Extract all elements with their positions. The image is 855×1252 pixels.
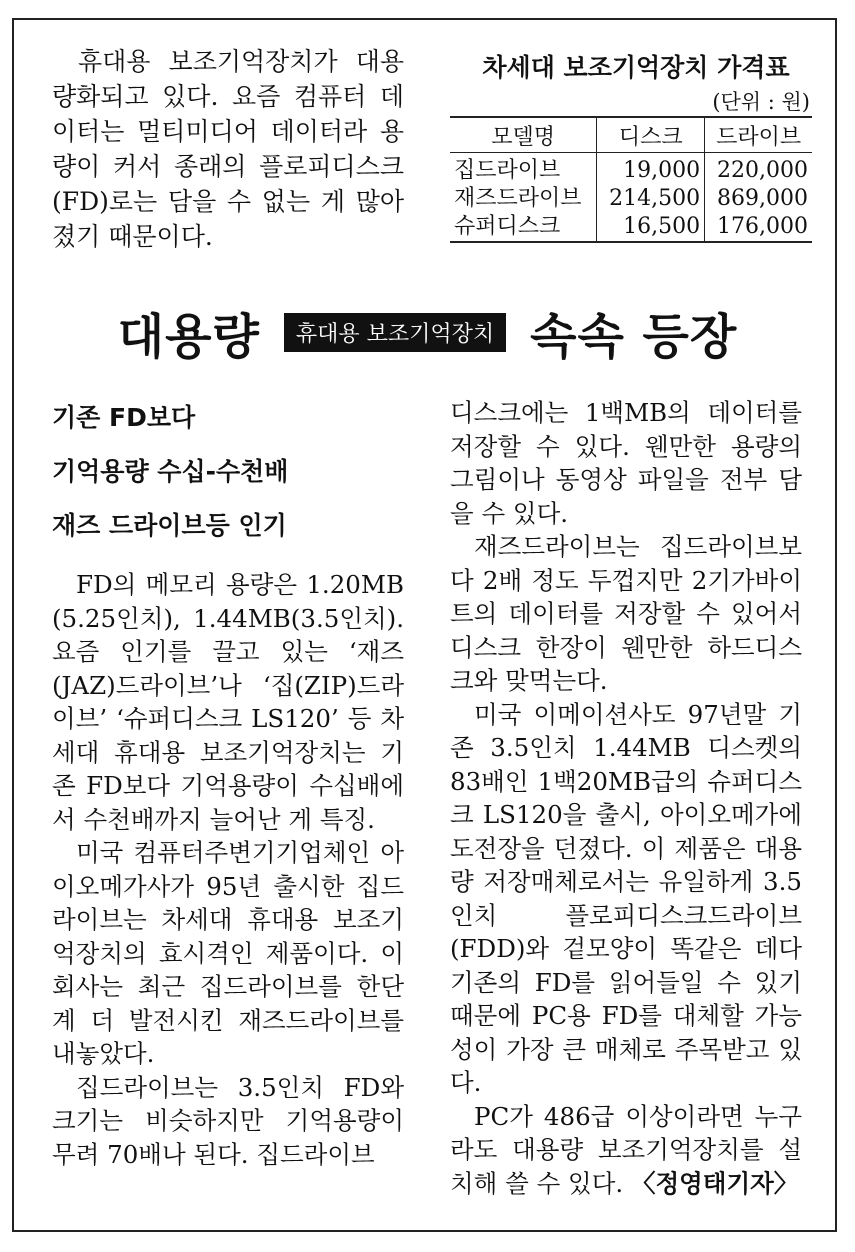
intro-text: 휴대용 보조기억장치가 대용량화되고 있다. 요즘 컴퓨터 데이터는 멀티미디어 데이터라 용량이 커서 종래의 플로피디스크(FD)로는 담을 수 없는 게 많아졌기 때문이다. xyxy=(52,47,404,251)
cell-drive-price: 869,000 xyxy=(705,185,812,213)
closing-text: PC가 486급 이상이라면 누구라도 대용량 보조기억장치를 설치해 쓸 수 있다. xyxy=(450,1101,802,1198)
paragraph: 재즈드라이브는 집드라이브보다 2배 정도 두껍지만 2기가바이트의 데이터를 저장할 수 있어서 디스크 한장이 웬만한 하드디스크와 맞먹는다. xyxy=(450,532,802,695)
headline-right: 속속 등장 xyxy=(530,308,738,365)
cell-disk-price: 19,000 xyxy=(597,153,705,186)
price-table-unit: (단위 : 원) xyxy=(712,90,810,114)
cell-drive-price: 176,000 xyxy=(705,213,812,242)
paragraph: 미국 이메이션사도 97년말 기존 3.5인치 1.44MB 디스켓의 83배인 1백20MB급의 슈퍼디스크 LS120을 출시, 아이오메가에 도전장을 던졌다. 이 제품은 대용량 저장매체로서는 유일하게 3.5인치 플로피디스크드라이브(FDD)와 겉모양이 똑같은 데다 기존의 FD를 읽어들일 수 있기 때문에 PC용 FD를 대체할 가능성이 가장 큰 매체로 주목받고 있다. xyxy=(450,699,802,1097)
headline-tag: 휴대용 보조기억장치 xyxy=(284,313,506,352)
table-row xyxy=(450,153,812,186)
cell-model: 슈퍼디스크 xyxy=(450,213,597,242)
header-disk: 디스크 xyxy=(597,117,705,153)
table-row xyxy=(450,213,812,242)
subhead-3: 재즈 드라이브등 인기 xyxy=(52,511,287,540)
paragraph: 미국 컴퓨터주변기기업체인 아이오메가사가 95년 출시한 집드라이브는 차세대 휴대용 보조기억장치의 효시격인 제품이다. 이 회사는 최근 집드라이브를 한단계 더 발전시킨 재즈드라이브를 내놓았다. xyxy=(52,838,404,1068)
price-table-title: 차세대 보조기억장치 가격표 xyxy=(482,53,790,82)
column-right xyxy=(450,396,802,1200)
headline-left: 대용량 xyxy=(117,308,260,365)
byline: 〈정영태기자〉 xyxy=(630,1168,799,1198)
table-row xyxy=(450,185,812,213)
cell-model: 집드라이브 xyxy=(454,158,561,183)
paragraph: 디스크에는 1백MB의 데이터를 저장할 수 있다. 웬만한 용량의 그림이나 동영상 파일을 전부 담을 수 있다. xyxy=(450,398,802,528)
cell-disk-price: 214,500 xyxy=(597,185,705,213)
cell-drive-price: 220,000 xyxy=(705,153,812,186)
header-model: 모델명 xyxy=(450,117,597,153)
headline xyxy=(40,300,815,364)
paragraph xyxy=(450,1100,802,1201)
intro-paragraph xyxy=(52,44,404,254)
paragraph: 집드라이브는 3.5인치 FD와 크기는 비슷하지만 기억용량이 무려 70배나 된다. 집드라이브 xyxy=(52,1072,404,1169)
subhead-1: 기존 FD보다 xyxy=(52,403,196,432)
header-drive: 드라이브 xyxy=(705,117,812,153)
price-table xyxy=(450,116,812,243)
subhead-2: 기억용량 수십-수천배 xyxy=(52,457,289,486)
price-table-header-row xyxy=(450,117,812,153)
cell-disk-price: 16,500 xyxy=(597,213,705,242)
paragraph: FD의 메모리 용량은 1.20MB (5.25인치), 1.44MB(3.5인치). 요즘 인기를 끌고 있는 ‘재즈(JAZ)드라이브’나 ‘집(ZIP)드라이브’ ‘슈퍼디스크 LS120’ 등 차세대 휴대용 보조기억장치는 기존 FD보다 기억용량이 수십배에서 수천배까지 늘어난 게 특징. xyxy=(52,570,404,834)
cell-model: 재즈드라이브 xyxy=(454,186,582,211)
column-left xyxy=(52,568,404,1171)
